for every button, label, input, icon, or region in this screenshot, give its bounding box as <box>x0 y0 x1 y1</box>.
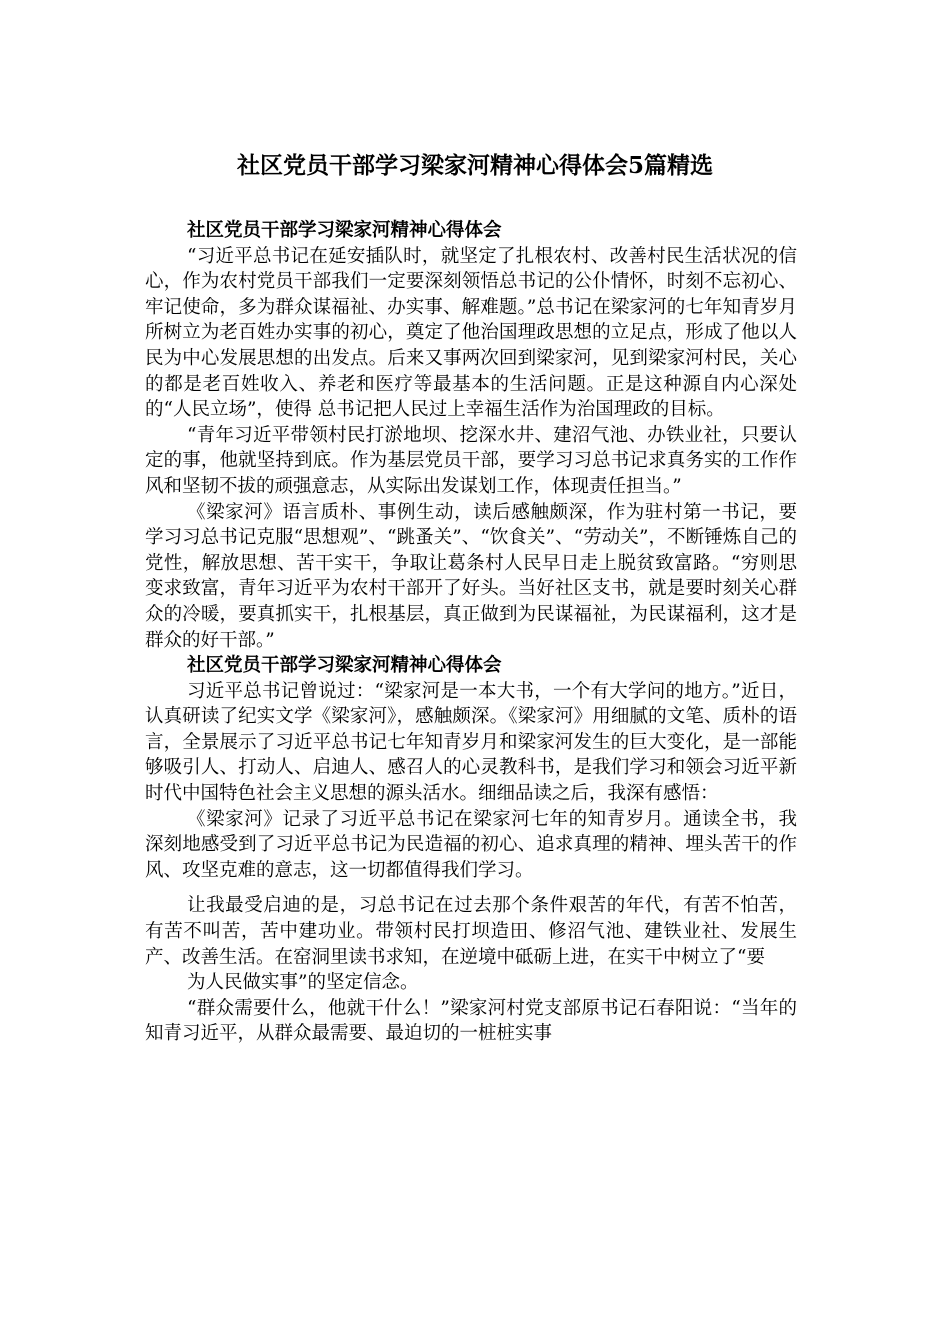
paragraph: “青年习近平带领村民打淤地坝、挖深水井、建沼气池、办铁业社，只要认定的事，他就坚持到底。作为基层党员干部，要学习习总书记求真务实的工作作风和坚韧不拔的顽强意志，从实际出发谋划工作，体现责任担当。” <box>145 424 797 497</box>
paragraph: “习近平总书记在延安插队时，就坚定了扎根农村、改善村民生活状况的信心，作为农村党员干部我们一定要深刻领悟总书记的公仆情怀，时刻不忘初心、牢记使命，多为群众谋福祉、办实事、解难题。”总书记在梁家河的七年知青岁月所树立为老百姓办实事的初心，奠定了他治国理政思想的立足点，形成了他以人民为中心发展思想的出发点。后来又事两次回到梁家河，见到梁家河村民，关心的都是老百姓收入、养老和医疗等最基本的生活问题。正是这种源自内心深处的“人民立场”，使得 总书记把人民过上幸福生活作为治国理政的目标。 <box>145 245 797 421</box>
paragraph: 《梁家河》记录了习近平总书记在梁家河七年的知青岁月。通读全书，我深刻地感受到了习近平总书记为民造福的初心、追求真理的精神、埋头苦干的作风、攻坚克难的意志，这一切都值得我们学习。 <box>145 808 797 881</box>
document-body <box>145 218 797 1047</box>
paragraph: 让我最受启迪的是，习总书记在过去那个条件艰苦的年代，有苦不怕苦，有苦不叫苦，苦中建功业。带领村民打坝造田、修沼气池、建铁业社、发展生产、改善生活。在窑洞里读书求知，在逆境中砥砺上进，在实干中树立了“要 <box>145 895 797 968</box>
paragraph: 习近平总书记曾说过：“梁家河是一本大书，一个有大学问的地方。”近日，认真研读了纪实文学《梁家河》，感触颇深。《梁家河》用细腻的文笔、质朴的语言，全景展示了习近平总书记七年知青岁月和梁家河发生的巨大变化，是一部能够吸引人、打动人、启迪人、感召人的心灵教科书，是我们学习和领会习近平新时代中国特色社会主义思想的源头活水。细细品读之后，我深有感悟： <box>145 680 797 805</box>
paragraph: “群众需要什么，他就干什么！”梁家河村党支部原书记石春阳说：“当年的知青习近平，从群众最需要、最迫切的一桩桩实事 <box>145 997 797 1045</box>
section-heading: 社区党员干部学习梁家河精神心得体会 <box>187 655 502 677</box>
section-heading: 社区党员干部学习梁家河精神心得体会 <box>187 220 502 241</box>
paragraph: 《梁家河》语言质朴、事例生动，读后感触颇深，作为驻村第一书记，要学习习总书记克服“思想观”、“跳蚤关”、“饮食关”、“劳动关”，不断锤炼自己的党性，解放思想、苦干实干，争取让葛条村人民早日走上脱贫致富路。“穷则思变求致富，青年习近平为农村干部开了好头。当好社区支书，就是要时刻关心群众的冷暖，要真抓实干，扎根基层，真正做到为民谋福祉，为民谋福利，这才是群众的好干部。” <box>145 501 797 651</box>
document-title: 社区党员干部学习梁家河精神心得体会5篇精选 <box>236 152 713 179</box>
paragraph: 为人民做实事”的坚定信念。 <box>187 972 419 994</box>
